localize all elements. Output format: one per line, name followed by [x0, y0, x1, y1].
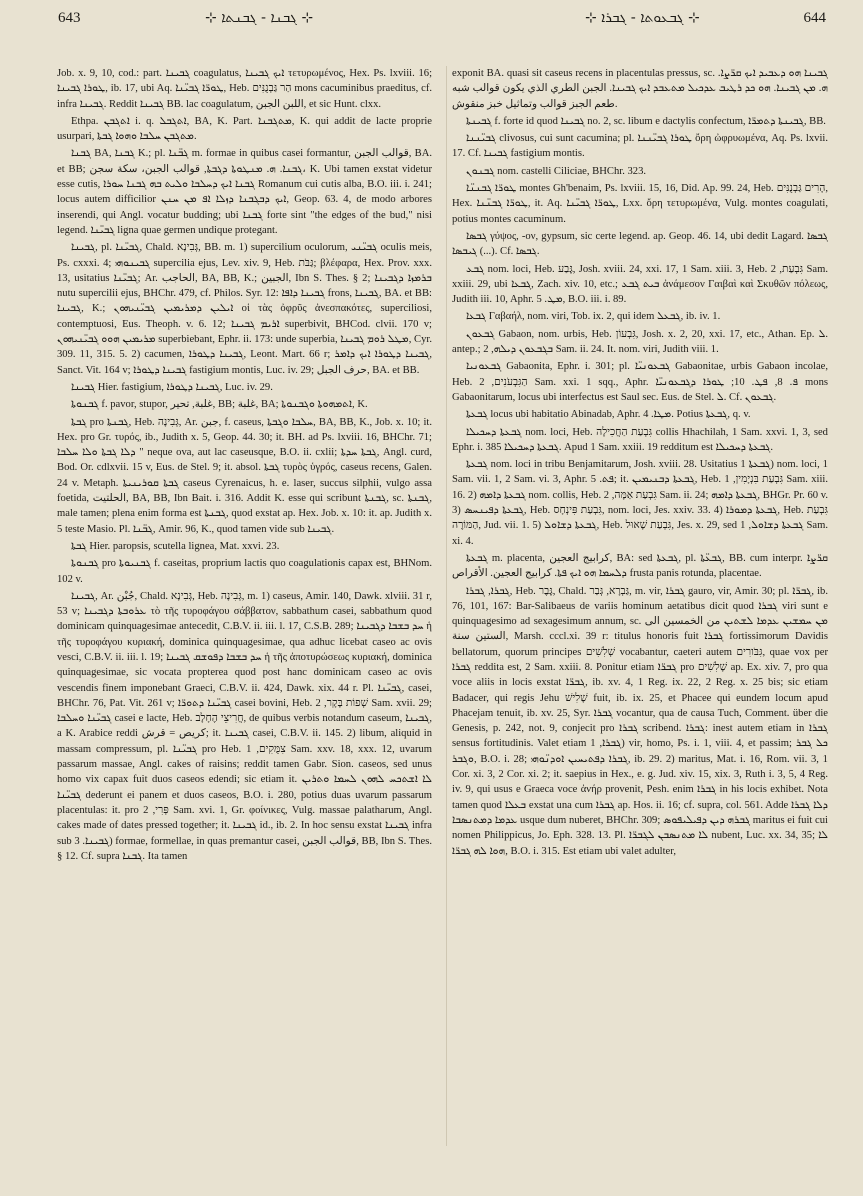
right-running-head: ⊹ ܓܒܥܘܬܐ - ܓܒܪܐ ⊹ [585, 10, 700, 26]
dictionary-entry: ܓܒܥ nom. loci, Heb. גֶּבַע, Josh. xviii. 24, xxi. 17, 1 Sam. xiii. 3, Heb. גִּבְעַת, 2 Sam. xxiii. 29, ubi ܓܒܥܐ, Zach. xiv. 10, etc.; ܒܝܬ ܓܒܥ ἀνάμεσον Γαιβαὶ καὶ Σκυθῶν πόλεως, Judith iii. 10, Aphr. ܡܛ. 5, B.O. iii. i. 89. [452, 263, 828, 306]
dictionary-entry: ܓܒܝܢܐ Hier. fastigium, ܓܒܝܢܐ ܕܛܘܪܐ, Luc. iv. 29. [71, 381, 273, 393]
dictionary-entry: ܓܒܝ̈ܢܢܐ clivosus, cui sunt cacumina; pl. ܛܘܪܐ ܓܒܝ̈ܢܢܐ ὄρη ὠφρυωμένα, Aq. Ps. lxvii. 17. Cf. ܓܒܝܢܐ fastigium montis. [452, 133, 829, 160]
dictionary-entry: ܓܒܣܐ γύψος, -ον, gypsum, sic certe legend. ap. Geop. 46. 14, ubi dedit Lagard. ܓܒܣܐ (...) ܓܝܒܣܐ. Cf. ܓܒܣܐ. [452, 230, 828, 258]
page-header [0, 0, 863, 40]
dictionary-entry: ܓܒܢܘܬܐ f. pavor, stupor, غلبة, تحير, BB; غلبة, BA; ܐܬܡܗܘܬܐ ܘܓܒܢܘܬܐ, K. [71, 399, 368, 411]
dictionary-entry: ܓܒܪܐ, ܓܒܪܐ, Heb. גֶּבֶר, Chald. גַּבְרָא, גְּבַר, m. vir, ܓܒܪܐ gauro, vir, Amir. 30; pl. ܓܒܪ̈ܐ, ib. 76, 101, 167: Bar-Salibaeus de variis hominum aetatibus dicit quod ܓܒܪܐ viri sunt e quinquagesimo ad sexagesimum annum, sc. ܡܢ ܚܡܫܝܢ ܥܕܡܐ ܠܫܬܝܢ من الخمسين الى الستين سنة, Marsh. cccl.xi. 39 r: titulus honoris fuit ܓܒܪܐ fortissimorum Davidis bellatorum, quorum principes שְׁלִשִׁים vocabantur, caeteri autem גִּבֹּורִים, quae vox per ܓܒܪܐ reddita est, 2 Sam. xxiii. 8. Ponitur etiam ܓܒܪ̈ܐ pro שָׁלִשִׁים ap. Ex. xiv. 7, pro qua voce aliis in locis exstat ܓܒܪ̈ܐ, ib. xv. 4, 1 Reg. ix. 22, 2 Reg. x. 25 bis; sic etiam Badacer, qui regis Jehu שָׁלִישׁ fuit, ib. ix. 25, et Phacee qui eundem locum apud Phacejam tenuit, ib. xv. 25, Syr. ܓܒܪܐ vocantur, qua de causa Tuch, Comment. über die Genesis, p. 242, not. 9, conjecit pro ܓܒܪܐ scribend. ܓܒܪܐ: inest autem etiam in ܓܒܪܐ sensus fortitudinis. Valet etiam ܓܒܪܐ, 1) vir, homo, Ps. i. 1, viii. 4, et passim; ܟܠ ܓܒܪ ܘܓܒܪ, B.O. i. 28; ܓܒܪܐ ܕܦܬܝܚܝܢ ܐܘܕܢ̈ܘܗܝ, ib. 29. 2) maritus, Mat. i. 16, Rom. vii. 3, 1 Cor. xi. 3, 2 Cor. xi. 2; it. saepius in Hex., e. g. Jud. xiv. 15, xix. 3, Ruth i. 3, 5, 4 Reg. iv. 9, qui usus e Graeca voce ἀνήρ provenit, Pesh. enim ܓܒܪܐ in his locis exhibet. Nota tamen quod ܒܥܠܐ exstat una cum ܓܒܪܐ ap. Hos. ii. 16; cf. supra, col. 561. Adde ܕܠܐ ܓܒܪܐ ܥܕܡܐ ܕܡܬܢܣܒܐ usque dum nuberet, BHChr. 309; ܓܒܪܗ ܕܝܢ ܕܦܝܠܝܦܘܣ maritus ei fuit cui nomen Philippicus, Jo. Eph. 328. 13. Pl. ܠܐ ܡܬܢܣܒܢ ܠܓܒܪ̈ܐ nubent, Luc. xx. 34, 35; ܠܐ ܗܘܐ ܠܗ ܓܒܪ̈ܐ, B.O. i. 315. Est etiam ubi valet adulter, [452, 585, 829, 857]
dictionary-entry: ܛܘܪ̈ܐ ܓܒܢܢ̈ܐ montes Gh'benaim, Ps. lxviii. 15, 16, Did. Ap. 99. 24, Heb. הָרִים גַּבְנֻנִּים, Hex. ܛܘܪ̈ܐ ܓܒܢ̈ܢܐ, it. Aq. ܛܘܪ̈ܐ ܓܒܝ̈ܢܐ, Lxx. ὄρη τετυρωμένα, Vulg. montes coagulati, potius montes cacuminum. [452, 183, 829, 225]
column-divider [446, 66, 447, 1146]
right-page-number: 644 [803, 10, 826, 26]
dictionary-entry: ܓܒܝܢܐ, pl. ܓܒܝ̈ܢܐ, Chald. גְּבִינָא, BB. m. 1) supercilium oculorum, ܓܒܝ̈ܢܝ oculis meis, Ps. cxxxi. 4; ܓܒܝܢܘܗܝ supercilia ejus, Lev. xiv. 9, Heb. גַּבֹּת; βλέφαρα, Hex. Prov. xxx. 13, usitatius ܓܒܝ̈ܢܐ; Ar. الحاجب, BA, BB, K.; الجبين, Ibn S. Thes. § 2; ܒܪܡܙܐ ܕܓܒܝܢܐ nutu supercilii ejus, BHChr. 479, cf. Philos. Syr. 12: ܓܒܝܢܐ ܕܐܦܐ frons, ܓܒܝܢܐ, BA. et BB: ܓܒܝܢܐ, K.; ܐܝܠܝܢ ܕܡܪܝܡܝܢ ܓܒܝ̈ܢܝܗܘܢ οἱ τὰς ὀφρῦς ἀνεσπακότες, superciliosi, contemptuosi, Eus. Theoph. v. 6. 12; ܐܪܝܡ ܓܒܝܢܐ superbivit, BHCod. clvii. 170 v; ܡܪܝܡܝܢ ܗܘܘ ܓܒܝ̈ܢܝܗܘܢ superbiebant, Ephr. ii. 173: unde superbia, ܡܛܠ ܪܘܡ ܓܒܝܢܐ, Cyr. 309. 11, 315. 5. 2) cacumen, ܓܒܝܢܐ ܕܛܘܪܐ, Leont. Mart. 66 r; ܓܒܝܢܐ ܕܛܘܪܐ ܐܝܟ ܕܐܡܪ, Sanct. Vit. 164 v; ܓܒܝܢܐ ܕܛܘܪܐ fastigium montis, Luc. iv. 29; حرف الجبل, BA. et BB. [57, 242, 433, 376]
dictionary-entry: ܓܒܥܬܐ nom. loci in tribu Benjamitarum, Josh. xviii. 28. Usitatius ܓܒܥܬܐ 1) nom. loci, 1 Sam. vii. 1, 2 Sam. vi. 3, Aphr. ܦܬ. 5; it. ܓܒܥܬܐ ܕܒܢܝܡܝܢ, Heb. גִּבְעַת בִּנְיָמִין, 1 Sam. xiii. 16. 2) ܓܒܥܬܐ ܕܐܡܗ nom. collis, Heb. גִּבְעַת אַמָּה, 2 Sam. ii. 24; ܓܒܥܬܐ ܕܐܡܗ, BHGr. Pr. 60 v. 3) ܓܒܥܬܐ ܕܦܝܢܚܣ, Heb. גִּבְעַת פִּינְחָס, nom. loci, Jes. xxiv. 33. 4) ܓܒܥܬܐ ܕܡܘܪܐ, Heb. גִּבְעַת הַמּוֹרֶה, Jud. vii. 1. 5) ܓܒܥܬܐ ܕܫܐܘܠ, Heb. גִּבְעַת שָׁאוּל, Jes. x. 29, sed ܓܒܥܬܐ ܕܫܐܘܠ, 1 Sam. xi. 4. [452, 459, 829, 547]
dictionary-entry: ܓܒܥܬܐ m. placenta, كرابيج العجين, BA: sed ܓܒܥܬܐ, pl. ܓܒܥ̈ܬܐ, BB. cum interpr. ܩܪ̈ܨܐ ܕܠܚܡܐ ܗܘ ܐܝܟ ܦܬܐ. كرابيج العجين. الأقراص frusta panis rotunda, placentae. [452, 552, 828, 580]
right-column [452, 66, 828, 861]
left-column [57, 66, 432, 866]
dictionary-entry: ܓܒܝܢܬܐ f. forte id quod ܓܒܝܢܐ no. 2, sc. libum e dactylis confectum, ܓܒܝܢܬܐ ܕܬܡܪ̈ܐ, BB. [466, 115, 826, 127]
dictionary-entry: Ethpa. ܐܬܓܒܢ i. q. ܐܬܓܒܠ, BA, K. Part. ܡܬܓܒܢܐ, K. qui addit de lacte proprie usurpari, ܡܬܓܒܢ ܚܠܒܐ ܘܗܘܐ ܓܒܬܐ. [57, 115, 433, 143]
dictionary-entry: ܓܒܥܬܐ ܕܚܟܝܠܐ nom. loci, Heb. גִּבְעַת הַחֲכִילָה collis Hhachilah, 1 Sam. xxvi. 1, 3, sed Ephr. i. 385 ܓܒܥܬܐ ܕܚܟܝܠܐ. Apud 1 Sam. xxiii. 19 redditum est ܓܒܥܬܐ ܕܚܟܝܠܐ. [452, 426, 828, 453]
dictionary-entry: ܓܒܥܐ Γαβαήλ, nom. viri, Tob. ix. 2, qui idem ܓܒܥܠ, ib. iv. 1. [466, 311, 721, 323]
dictionary-entry: ܓܒܢܐ BA, ܓܒܢܐ K.; pl. ܓܒ̈ܢܐ m. formae in quibus casei formantur, قوالب الجبن, BA. et BB; ܓܒܢܐ. ܗ. ܡܢܛܘܬܐ ܕܓܒܬܐ, قوالب الجبن، سكة سجن، K. Ubi tamen exstat videtur esse cutis, ܓܒܢܐ ܐܝܟ ܕܚܠܒܐ ܘܠܝܬ ܒܗ ܓܒܢܐ ܚܘܪܐ Romanum cui cutis alba, B.O. iii. i. 241; locus autem difficilior ܐܝܟ ܕܒܓܒܢܐ ܕܙܠܐ ܐܦ ܡܢ ܚܢܢ, Geop. 63. 4, de modo arbores inserendi, qui Angl. vocatur budding; ubi ܓܒܢܐ forte sint "the edges of the bud," nisi legend. ܓܒܝ̈ܢܐ ligna quae germen undique protegant. [57, 148, 433, 236]
dictionary-entry: ܓܒܬܐ pro ܓܒܢܬܐ, Heb. גְּבִינָה, Ar. جبن, f. caseus, ܚܠܒܐ ܘܓܒܬܐ, BA, BB, K., Job. x. 10; it. Hex. pro Gr. τυρός, ib., Judith x. 5, Geop. 44. 30; it. BH. ad Ps. lxviii. 16, BHChr. 71; ܕܠܐ ܓܒܬܐ ܘܠܐ ܚܠܒܐ " neque ova, aut lac caseusque, B.O. ii. cxlii; ܓܒܬܐ ܚܕܬܐ, Angl. curd, Bod. Or. cdlxvii. 15 v, Eus. de Stel. 9; it. absol. ܓܒܬܐ τυρὸς ὑγρός, caseus recens, Galen. 24 v. Metaph. ܓܒܬܐ ܩܘܪܝܢܝܬܐ caseus Cyrenaicus, h. e. laser, succus silphii, vulgo assa foetida, الحلتيت, BA, BB, Ibn Bait. i. 316. Addit K. esse qui scribunt ܓܒܢܬܐ, sc. ܓܒܢܬܐ, male tamen; plena enim forma est ܓܒܢܬܐ, quod exstat ap. Hex. Job. x. 10: it. ap. Judith x. 5 teste Masio. Pl. ܓܒ̈ܢܐ, Amir. 96, K., quod tamen vide sub ܓܒܝܢܐ. [57, 416, 433, 535]
dictionary-entry: exponit BA. quasi sit caseus recens in placentulas pressus, sc. ܓܒܝܢܐ ܗܘ ܕܥܒܝܕ ܐܝܟ ܩܪ̈ܨܐ. ܗ. ܡܢ ܓܒܝܢܐ. ܗܘ ܟܕ ܪܛܝܒ ܥܕܟܝܠ ܡܬܥܒܕ ܐܝܟ ܓܒܝܢܐ. الجبن الطري الذي يكون قوالب شبه طعم الجبز قوالب وتماثيل خبز منقوش. [452, 68, 829, 110]
dictionary-entry: ܓܒܬܐ Hier. paropsis, scutella lignea, Mat. xxvi. 23. [71, 540, 280, 552]
dictionary-entry: ܓܒܢܘܬܐ pro ܓܒܢܝܘܬܐ f. caseitas, proprium lactis quo coagulationis capax est, BHNom. 102 v. [57, 558, 433, 585]
dictionary-entry: ܓܒܝܢܐ, Ar. جُبْن, Chald. גְּבִינָא, Heb. גְּבִינָה, m. 1) caseus, Amir. 140, Dawk. xlviii. 31 r, 53 v; ܥܪܘܒܬܐ ܕܓܒܝܢܐ τὸ τῆς τυροφάγου σάββατον, sabbathum casei, sabbathum quod dominicam quinquagesimae antecedit, C.B.V. ii. iii. l. 17, C.S.B. 289; ܚܕ ܒܫܒܐ ܕܓܒܝܢܐ ἡ τῆς τυροφάγου κυριακή, dominica quinquagesimae, qua adhuc licebat caseo ac ovis vesci, C.B.V. ii. iii. l. 19; ܚܕ ܒܫܒܐ ܕܦܘܫܩ ܓܒܝܢܐ ἡ τῆς ἀποτυρώσεως κυριακή, dominica quinquagesimae, sic vocata propterea quod post hanc dominicam caseo ac ovis vescendis finem imponebant Graeci, C.B.V. ii. 424, Dawk. xix. 44 r. Pl. ܓܒܝ̈ܢܐ, casei, BHChr. 76, Pat. Vit. 261 v; ܓܒܝ̈ܢܐ ܕܬܘܪ̈ܐ casei bovini, Heb. שְׁפוֹת בָּקָר, 2 Sam. xvii. 29; ܓܒܝ̈ܢܐ ܘܚܠܒܐ casei e lacte, Heb. חֲרִיצֵי הֶחָלָב, de quibus verbis notandum caseum, ܓܒܝܢܐ, a K. Arabice reddi كريص = قرش; it. ܓܒܝܢܐ casei, C.B.V. ii. 145. 2) libum, aliquid in massam compressum, pl. ܓܒܝ̈ܢܐ pro Heb. צִמֻּקִים, 1 Sam. xxv. 18, xxx. 12, uvarum passarum massae, Angl. cakes of raisins; reddit tamen Gabr. Sion. caseos, sed unus homo vix capax fuit duos caseos edendi; sic etiam it. ܠܐ ܐܫܬܟܚ ܠܗܘܢ ܠܚܡܐ ܘܬܪܝܢ ܓܒܝ̈ܢܐ dederunt ei panem et duos caseos, B.O. i. 280, potius duas uvarum passarum placentulas: it. pro פְּרִי, 2 Sam. xvi. 1, Gr. φοίνικες, Vulg. massae palatharum, Angl. cakes made of dates pressed together; it. ܓܒܝܢܐ id., ib. 2. In hoc sensu exstat ܓܒܝܢܐ infra sub ܓܒܝܢܐ. 3) formae, formellae, in quas premantur casei, قوالب الجبن, BB, Ibn S. Thes. § 12. Cf. supra ܓܒܢܐ. Ita tamen [57, 590, 433, 862]
dictionary-entry: Job. x. 9, 10, cod.: part. ܓܒܝܢܐ coagulatus, ܐܝܟ ܓܒܝܢܐ τετυρωμένος, Hex. Ps. lxviii. 16; ܛܘܪܐ ܓܒܝܢܐ, ib. 17, ubi Aq. ܛܘܪ̈ܐ ܓܒܝ̈ܢܐ, Heb. הַר גַּבְנֻנִּים mons cacuminibus praeditus, cf. infra ܓܒܝܢܐ. Reddit ܓܒܝܢܐ BB. lac coagulatum, اللبن الجبن, et sic Hunt. clxx. [57, 68, 433, 110]
dictionary-entry: ܓܒܥܘܢܝܐ Gabaonita, Ephr. i. 301; pl. ܓܒܥܘܢܝ̈ܐ Gabaonitae, urbis Gabaon incolae, Heb. הַגִּבְעֹנִים, 2 Sam. xxi. 1 sqq., Aphr. ܦ. 8, ܦܛ. 10; ܛܘܪܐ ܕܓܒܥܘܢܝ̈ܐ mons Gabaonitarum, locus ubi interfectus est Saul sec. Eus. de Stel. ܠ. Cf. ܓܒܥܘܢ. [452, 361, 828, 403]
dictionary-entry: ܓܒܥܘܢ Gabaon, nom. urbis, Heb. גִּבְעוֹן, Josh. x. 2, 20, xxi. 17, etc., Athan. Ep. ܠ. antep.; ܒܓܒܥܘܢ ܕܝܠܗ, 2 Sam. ii. 24. It. nom. viri, Judith viii. 1. [452, 328, 829, 356]
dictionary-entry: ܓܒܢܘܢ nom. castelli Ciliciae, BHChr. 323. [466, 165, 647, 177]
dictionary-entry: ܓܒܥܬܐ locus ubi habitatio Abinadab, Aphr. ܡܛܐ. 4. Potius ܓܒܥܬܐ, q. v. [466, 409, 751, 421]
left-page-number: 643 [58, 10, 81, 26]
left-running-head: ⊹ ܓܒܢܐ - ܓܒܢܬܐ ⊹ [205, 10, 314, 26]
